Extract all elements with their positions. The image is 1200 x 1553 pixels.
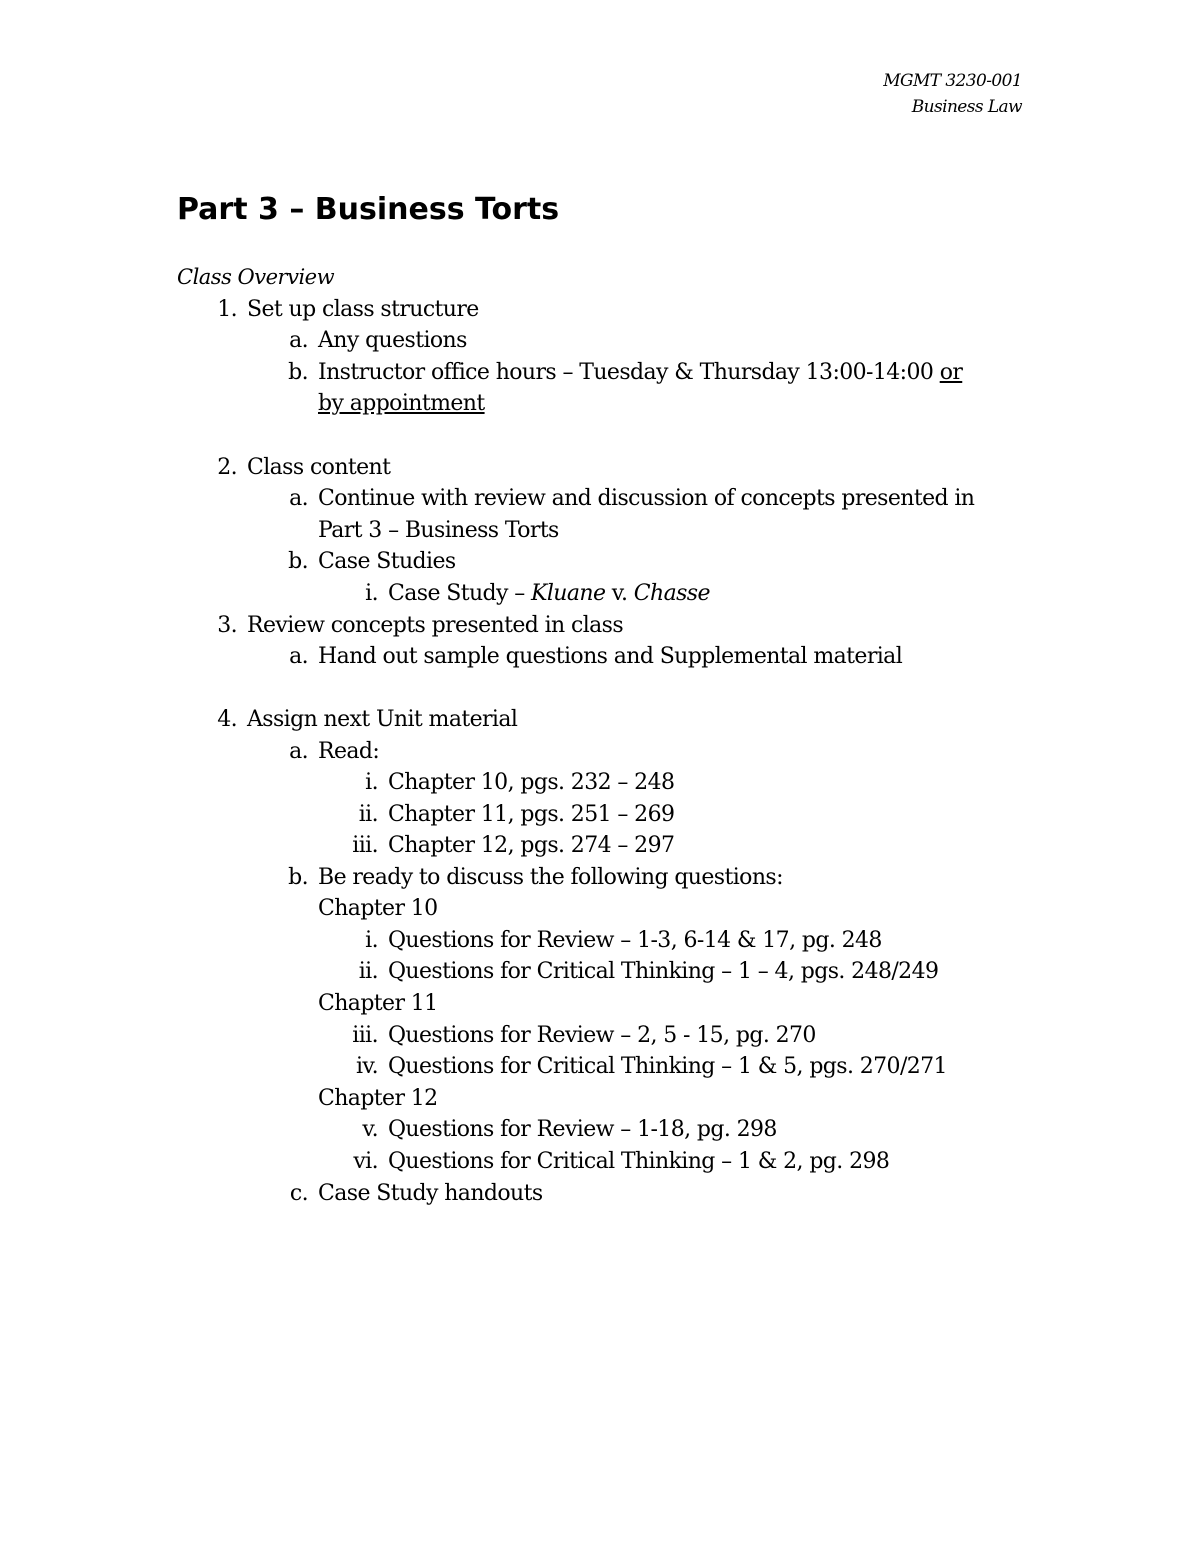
list-item-text: Questions for Review – 2, 5 - 15, pg. 270 — [388, 1023, 816, 1048]
list-item-text: Chapter 12, pgs. 274 – 297 — [388, 833, 675, 858]
list-item-text: Read: — [318, 739, 380, 764]
list-marker: b. — [288, 360, 308, 385]
list-item-text: Questions for Review – 1-3, 6-14 & 17, pg. 248 — [388, 928, 882, 953]
list-marker: i. — [365, 928, 378, 953]
list-item-text: Questions for Review – 1-18, pg. 298 — [388, 1117, 777, 1142]
list-item-text: Chapter 10, pgs. 232 – 248 — [388, 770, 675, 795]
list-marker: b. — [288, 865, 308, 890]
list-item-text: Instructor office hours – Tuesday & Thursday 13:00-14:00 — [318, 360, 940, 385]
list-marker: b. — [288, 549, 308, 574]
list-item-text: Hand out sample questions and Supplemental material — [318, 644, 903, 669]
list-item-text: Continue with review and discussion of concepts presented in — [318, 486, 975, 511]
list-marker: iii. — [352, 833, 378, 858]
list-marker: ii. — [358, 802, 378, 827]
course-code: MGMT 3230-001 — [883, 71, 1022, 91]
list-item-text: Set up class structure — [247, 297, 479, 322]
list-item-text: Questions for Critical Thinking – 1 & 5, pgs. 270/271 — [388, 1054, 947, 1079]
list-item-text: Case Studies — [318, 549, 456, 574]
list-marker: vi. — [353, 1149, 378, 1174]
list-marker: i. — [365, 770, 378, 795]
list-item-text: Class content — [247, 455, 391, 480]
list-marker: iv. — [355, 1054, 378, 1079]
list-marker: iii. — [352, 1023, 378, 1048]
chapter-subheading: Chapter 12 — [318, 1086, 438, 1111]
list-marker: a. — [289, 328, 308, 353]
list-item-text: Chapter 11, pgs. 251 – 269 — [388, 802, 675, 827]
list-marker: 4. — [217, 707, 237, 732]
list-marker: a. — [289, 739, 308, 764]
list-marker: c. — [289, 1181, 308, 1206]
list-marker: 3. — [217, 613, 237, 638]
chapter-subheading: Chapter 11 — [318, 991, 438, 1016]
case-study-prefix: Case Study – — [388, 581, 532, 606]
office-hours-appointment: by appointment — [318, 391, 485, 416]
office-hours-or: or — [939, 360, 963, 385]
list-marker: a. — [289, 644, 308, 669]
list-marker: ii. — [358, 959, 378, 984]
list-marker: v. — [362, 1117, 378, 1142]
list-marker: 1. — [217, 297, 237, 322]
list-item-text: Be ready to discuss the following questions: — [318, 865, 783, 890]
list-item-continuation — [318, 388, 485, 419]
list-item-text: Questions for Critical Thinking – 1 & 2, pg. 298 — [388, 1149, 890, 1174]
case-party-defendant: Chasse — [633, 581, 710, 606]
case-versus: v. — [605, 581, 634, 606]
list-item-text: Any questions — [318, 328, 467, 353]
list-marker: a. — [289, 486, 308, 511]
page-title: Part 3 – Business Torts — [177, 192, 560, 227]
document-header — [883, 68, 1022, 120]
case-party-plaintiff: Kluane — [531, 581, 606, 606]
list-item-text: Case Study handouts — [318, 1181, 543, 1206]
section-heading: Class Overview — [177, 265, 335, 289]
list-item-text: Assign next Unit material — [247, 707, 518, 732]
chapter-subheading: Chapter 10 — [318, 896, 438, 921]
list-item-text: Questions for Critical Thinking – 1 – 4, pgs. 248/249 — [388, 959, 939, 984]
course-name: Business Law — [911, 97, 1022, 117]
list-item-continuation: Part 3 – Business Torts — [318, 518, 559, 543]
list-item-text: Review concepts presented in class — [247, 613, 624, 638]
list-marker: i. — [365, 581, 378, 606]
list-marker: 2. — [217, 455, 237, 480]
